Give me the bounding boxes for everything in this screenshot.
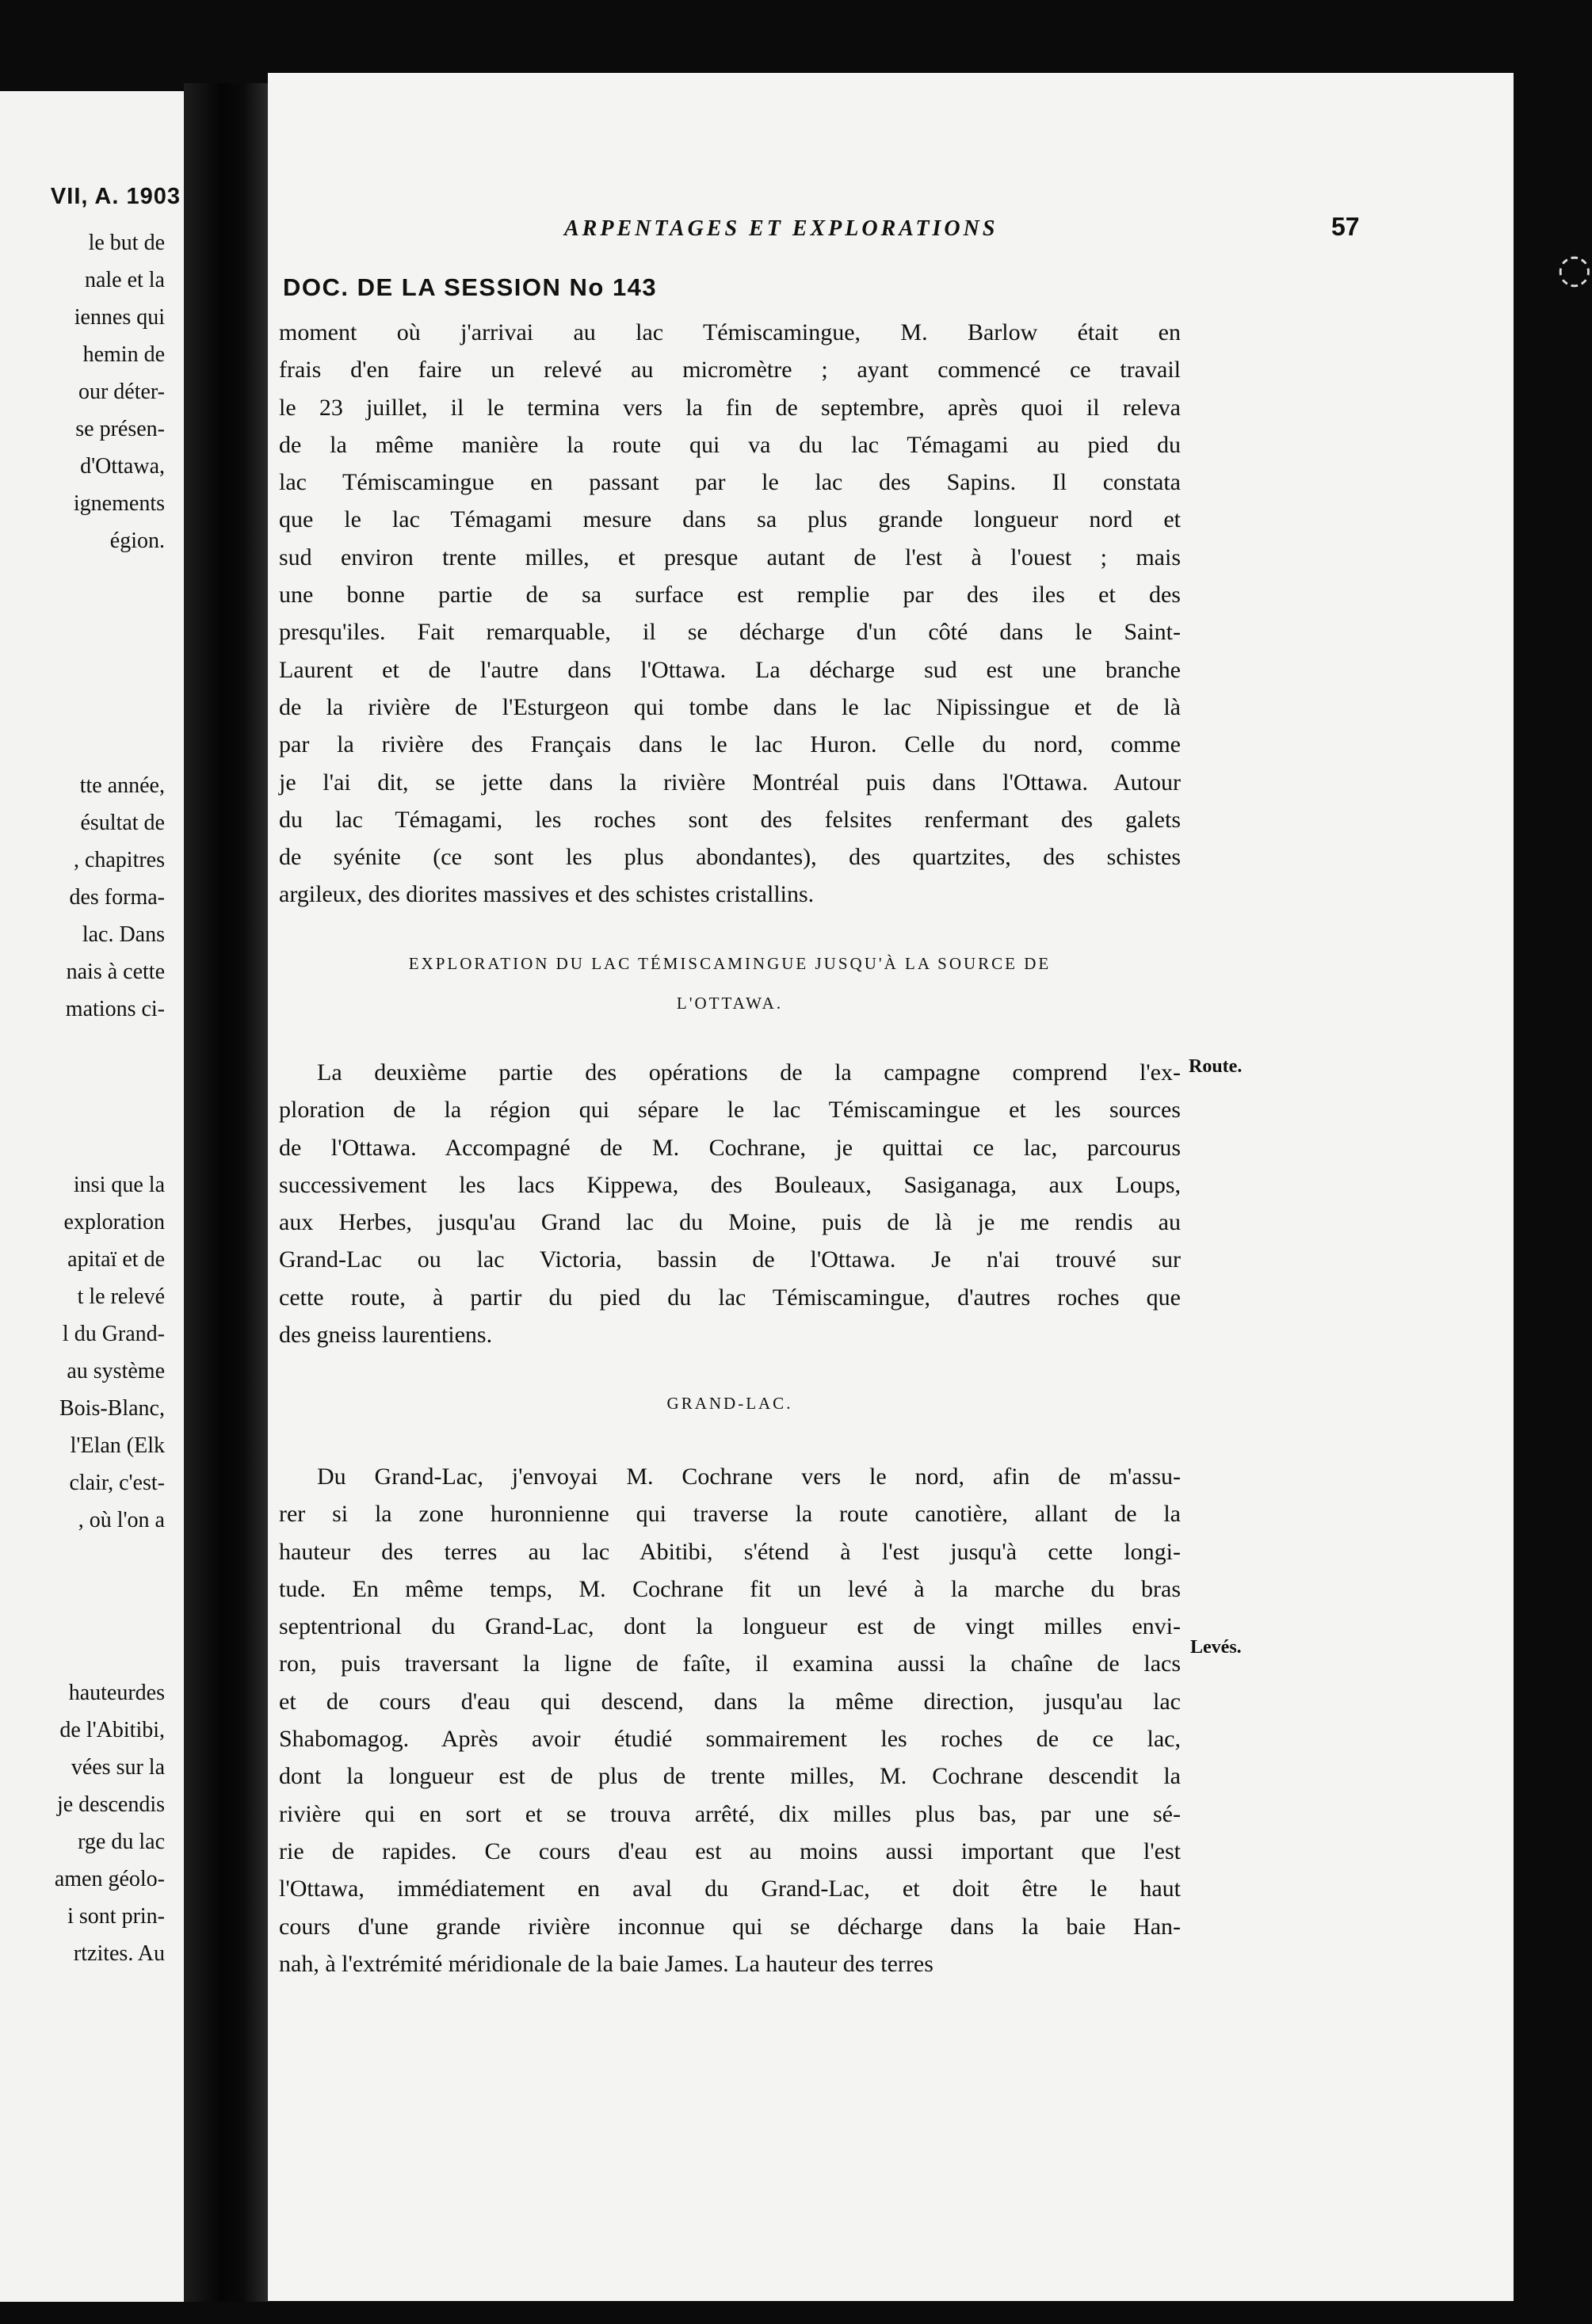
text-line: ploration de la région qui sépare le lac Témiscamingue et les sources	[279, 1097, 1181, 1124]
text-line: une bonne partie de sa surface est remplie par des iles et des	[279, 582, 1181, 609]
left-text-block-1	[0, 224, 165, 559]
text-line: des gneiss laurentiens.	[279, 1322, 493, 1349]
text-line: je l'ai dit, se jette dans la rivière Montréal puis dans l'Ottawa. Autour	[279, 769, 1181, 796]
left-text-line: vées sur la	[71, 1755, 165, 1780]
text-line: de l'Ottawa. Accompagné de M. Cochrane, je quittai ce lac, parcourus	[279, 1134, 1181, 1161]
left-text-line: amen géolo-	[54, 1867, 165, 1891]
left-text-line: our déter-	[78, 380, 165, 404]
left-text-line: nale et la	[84, 268, 165, 292]
left-text-line: iennes qui	[74, 305, 165, 330]
doc-session-label: DOC. DE LA SESSION No 143	[283, 273, 658, 301]
text-line: Shabomagog. Après avoir étudié sommairement les roches de ce lac,	[279, 1726, 1181, 1753]
left-text-line: des forma-	[69, 885, 165, 910]
left-text-line: apitaï et de	[67, 1247, 165, 1272]
text-line: La deuxième partie des opérations de la campagne comprend l'ex-	[317, 1059, 1181, 1086]
left-text-line: mations ci-	[65, 997, 165, 1021]
text-line: par la rivière des Français dans le lac Huron. Celle du nord, comme	[279, 731, 1181, 758]
text-line: dont la longueur est de plus de trente milles, M. Cochrane descendit la	[279, 1763, 1181, 1790]
left-text-block-4	[0, 1674, 165, 1972]
text-line: rivière qui en sort et se trouva arrêté, dix milles plus bas, par une sé-	[279, 1800, 1181, 1827]
left-text-line: je descendis	[56, 1792, 165, 1817]
section-heading-grand-lac: GRAND-LAC.	[666, 1394, 793, 1413]
margin-note-route: Route.	[1189, 1056, 1243, 1077]
left-text-line: hauteurdes	[68, 1681, 165, 1705]
binding-gutter	[184, 83, 268, 2302]
text-line: sud environ trente milles, et presque autant de l'est à l'ouest ; mais	[279, 544, 1181, 571]
left-text-line: se présen-	[75, 417, 165, 441]
text-line: de la même manière la route qui va du lac Témagami au pied du	[279, 431, 1181, 458]
paragraph-1	[279, 314, 1181, 914]
left-text-line: lac. Dans	[82, 922, 165, 947]
text-line: successivement les lacs Kippewa, des Bouleaux, Sasiganaga, aux Loups,	[279, 1171, 1181, 1198]
left-text-line: exploration	[63, 1210, 165, 1235]
left-text-line: i sont prin-	[67, 1904, 165, 1929]
left-text-line: ésultat de	[80, 811, 165, 835]
left-text-line: l'Elan (Elk	[70, 1433, 165, 1458]
left-text-line: , chapitres	[73, 848, 165, 872]
text-line: et de cours d'eau qui descend, dans la même direction, jusqu'au lac	[279, 1688, 1181, 1715]
left-text-line: clair, c'est-	[69, 1471, 165, 1495]
page-number: 57	[1331, 212, 1360, 241]
text-line: Laurent et de l'autre dans l'Ottawa. La décharge sud est une branche	[279, 656, 1181, 683]
text-line: hauteur des terres au lac Abitibi, s'étend à l'est jusqu'à cette longi-	[279, 1538, 1181, 1565]
text-line: Du Grand-Lac, j'envoyai M. Cochrane vers le nord, afin de m'assu-	[317, 1463, 1181, 1490]
left-text-line: au système	[67, 1359, 165, 1383]
text-line: moment où j'arrivai au lac Témiscamingue, M. Barlow était en	[279, 319, 1181, 345]
text-line: frais d'en faire un relevé au micromètre ; ayant commencé ce travail	[279, 357, 1181, 384]
text-line: nah, à l'extrémité méridionale de la baie James. La hauteur des terres	[279, 1950, 933, 1977]
left-text-line: le but de	[88, 231, 165, 255]
text-line: septentrional du Grand-Lac, dont la longueur est de vingt milles envi-	[279, 1613, 1181, 1640]
text-line: rer si la zone huronnienne qui traverse la route canotière, allant de la	[279, 1501, 1181, 1528]
left-text-line: rge du lac	[78, 1830, 165, 1854]
text-line: lac Témiscamingue en passant par le lac des Sapins. Il constata	[279, 469, 1181, 496]
text-line: rie de rapides. Ce cours d'eau est au moins aussi important que l'est	[279, 1837, 1181, 1864]
text-line: Grand-Lac ou lac Victoria, bassin de l'Ottawa. Je n'ai trouvé sur	[279, 1246, 1181, 1273]
left-text-line: hemin de	[82, 342, 165, 367]
left-text-line: insi que la	[73, 1173, 165, 1197]
text-line: aux Herbes, jusqu'au Grand lac du Moine, puis de là je me rendis au	[279, 1209, 1181, 1236]
left-text-line: ignements	[73, 491, 165, 516]
heading-line: EXPLORATION DU LAC TÉMISCAMINGUE JUSQU'À LA SOURCE DE	[408, 954, 1052, 973]
left-text-line: t le relevé	[77, 1284, 165, 1309]
text-line: argileux, des diorites massives et des schistes cristallins.	[279, 881, 815, 908]
text-line: du lac Témagami, les roches sont des felsites renfermant des galets	[279, 806, 1181, 833]
left-text-line: nais à cette	[66, 960, 165, 984]
left-text-line: rtzites. Au	[73, 1941, 165, 1966]
text-line: que le lac Témagami mesure dans sa plus grande longueur nord et	[279, 506, 1181, 533]
left-text-line: tte année,	[79, 773, 165, 798]
text-line: le 23 juillet, il le termina vers la fin de septembre, après quoi il releva	[279, 394, 1181, 421]
text-line: tude. En même temps, M. Cochrane fit un levé à la marche du bras	[279, 1575, 1181, 1602]
text-line: ron, puis traversant la ligne de faîte, il examina aussi la chaîne de lacs	[279, 1650, 1181, 1677]
left-text-line: Bois-Blanc,	[59, 1396, 165, 1421]
left-text-line: , où l'on a	[78, 1508, 165, 1532]
running-header-title: ARPENTAGES ET EXPLORATIONS	[564, 216, 998, 241]
text-line: l'Ottawa, immédiatement en aval du Grand-Lac, et doit être le haut	[279, 1876, 1181, 1902]
left-text-block-2	[0, 767, 165, 1028]
left-text-line: de l'Abitibi,	[59, 1718, 165, 1742]
heading-line: L'OTTAWA.	[676, 994, 784, 1013]
left-text-line: d'Ottawa,	[80, 454, 165, 479]
paragraph-3	[279, 1458, 1181, 1982]
left-text-line: l du Grand-	[62, 1322, 165, 1346]
text-line: cette route, à partir du pied du lac Témiscamingue, d'autres roches que	[279, 1284, 1181, 1311]
section-heading-exploration	[279, 944, 1181, 1023]
text-line: cours d'une grande rivière inconnue qui se décharge dans la baie Han-	[279, 1913, 1181, 1940]
text-line: de syénite (ce sont les plus abondantes), des quartzites, des schistes	[279, 844, 1181, 871]
left-text-block-3	[0, 1166, 165, 1539]
margin-note-leves: Levés.	[1190, 1637, 1242, 1658]
edge-mark: ◌	[1557, 246, 1592, 292]
left-running-head: VII, A. 1903	[50, 184, 181, 209]
left-text-line: égion.	[109, 529, 165, 553]
text-line: de la rivière de l'Esturgeon qui tombe dans le lac Nipissingue et de là	[279, 693, 1181, 720]
paragraph-2	[279, 1054, 1181, 1353]
text-line: presqu'iles. Fait remarquable, il se décharge d'un côté dans le Saint-	[279, 619, 1181, 646]
left-page-fragment	[0, 91, 184, 2302]
